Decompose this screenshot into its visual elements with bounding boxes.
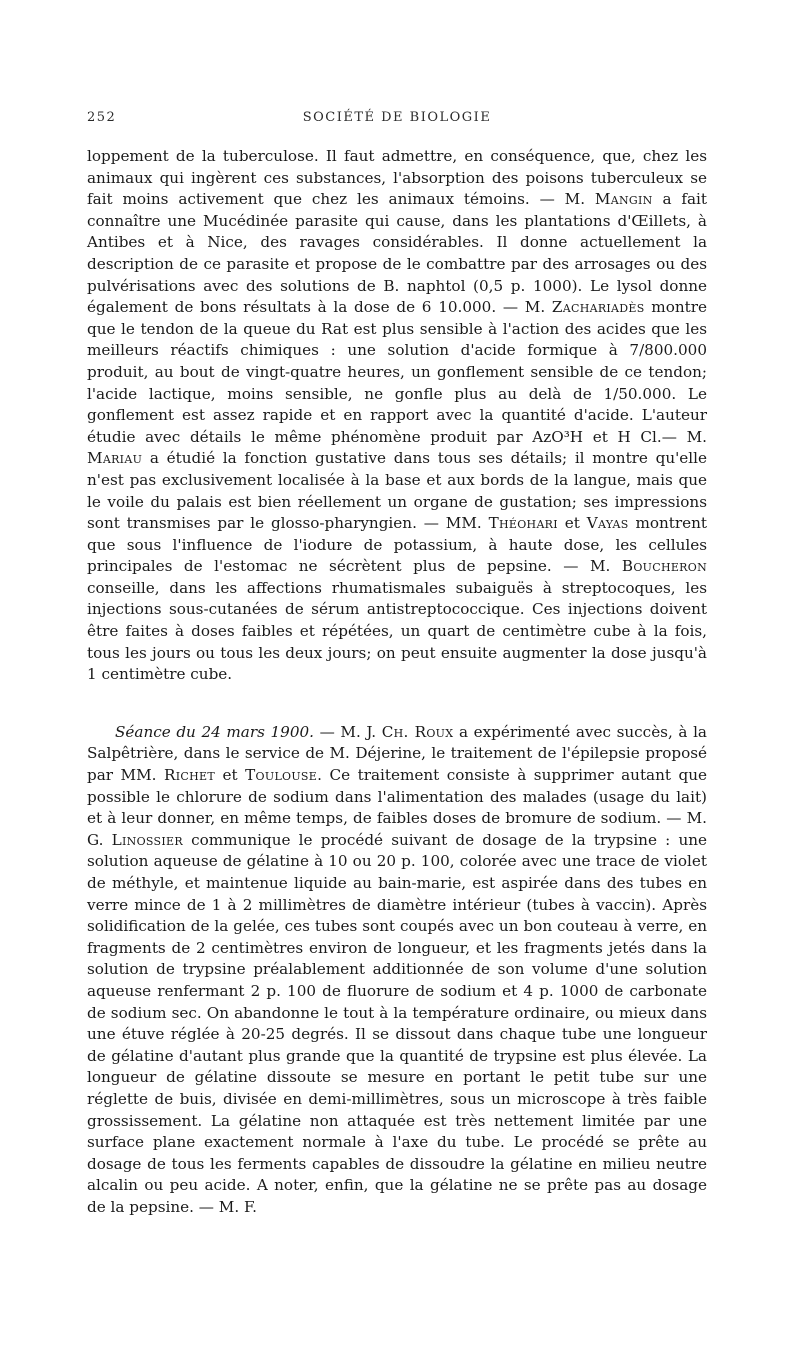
- author-name: Richet: [164, 766, 215, 785]
- page-number: 252: [87, 110, 117, 125]
- text-run: conseille, dans les affections rhumatismales subaiguës à streptocoques, les injections sous-cutanées de sérum antistreptococcique. Ces injections doivent être faites à doses faibles et répétées, un quart de centimètre cube à la fois, tous les jours ou tous les deux jours; on peut ensuite augmenter la dose jusqu'à 1 centimètre cube.: [87, 578, 707, 684]
- author-name: Mangin: [594, 190, 653, 209]
- paragraph-session: [87, 722, 707, 1219]
- text-run: a étudié la fonction gustative dans tous ses détails; il montre qu'elle n'est pas exclusivement localisée à la base et aux bords de la langue, mais que le voile du palais est bien réellement un organe de gustation; ses impressions sont transmises par le glosso-pharyngien. — MM.: [87, 449, 707, 533]
- text-run: loppement de la tuberculose. Il faut admettre, en conséquence, que, chez les animaux qui ingèrent ces substances, l'absorption des poisons tuberculeux se fait moins activement que chez les animaux témoins. — M.: [87, 147, 707, 209]
- author-name: Ch. Roux: [381, 722, 454, 741]
- text-run: a expérimenté avec succès, à la Salpêtrière, dans le service de M. Déjerine, le traitement de l'épilepsie proposé par MM.: [87, 722, 707, 785]
- body-text: [87, 146, 707, 1219]
- author-name: Toulouse: [245, 766, 318, 785]
- author-name: Linossier: [111, 830, 183, 849]
- document-page: [87, 110, 707, 1219]
- journal-title: SOCIÉTÉ DE BIOLOGIE: [302, 110, 492, 125]
- author-name: Théohari: [488, 514, 558, 533]
- author-name: Boucheron: [621, 557, 707, 576]
- author-name: Mariau: [87, 449, 143, 468]
- text-run: montrent que sous l'influence de l'iodure de potassium, à haute dose, les cellules principales de l'estomac ne sécrètent plus de pepsine. — M.: [87, 514, 708, 576]
- text-run: et: [214, 766, 246, 785]
- text-run: communique le procédé suivant de dosage de la trypsine : une solution aqueuse de gélatine à 10 ou 20 p. 100, colorée avec une trace de violet de méthyle, et maintenue liquide au bain-marie, est aspirée dans des tubes en verre mince de 1 à 2 millimètres de diamètre intérieur (tubes à vaccin). Après solidification de la gelée, ces tubes sont coupés avec un bon couteau à verre, en fragments de 2 centimètres environ de longueur, et les fragments jetés dans la solution de trypsine préalablement additionnée de son volume d'une solution aqueuse renfermant 2 p. 100 de fluorure de sodium et 4 p. 1000 de carbonate de sodium sec. On abandonne le tout à la température ordinaire, ou mieux dans une étuve réglée à 20-25 degrés. Il se dissout dans chaque tube une longueur de gélatine d'autant plus grande que la quantité de trypsine est plus élevée. La longueur de gélatine dissoute se mesure en portant le petit tube sur une réglette de buis, divisée en demi-millimètres, sous un microscope à très faible grossissement. La gélatine non attaquée est très nettement limitée par une surface plane exactement normale à l'axe du tube. Le procédé se prête au dosage de tous les ferments capables de dissoudre la gélatine en milieu neutre alcalin ou peu acide. A noter, enfin, que la gélatine ne se prête pas au dosage de la pepsine. — M. F.: [87, 830, 707, 1216]
- text-run: . Ce traitement consiste à supprimer autant que possible le chlorure de sodium dans l'alimentation des malades (usage du lait) et à leur donner, en même temps, de faibles doses de bromure de sodium. — M. G.: [87, 766, 707, 849]
- author-name: Zachariadès: [551, 298, 645, 317]
- running-head: [87, 110, 707, 132]
- author-name: Vayas: [586, 514, 629, 533]
- session-date: Séance du 24 mars 1900.: [115, 722, 314, 741]
- text-run: et: [557, 514, 587, 533]
- text-run: a fait connaître une Mucédinée parasite qui cause, dans les plantations d'Œillets, à Antibes et à Nice, des ravages considérables. Il donne actuellement la description de ce parasite et propose de le combattre par des arrosages ou des pulvérisations avec des solutions de B. naphtol (0,5 p. 1000). Le lysol donne également de bons résultats à la dose de 6 10.000. — M.: [87, 190, 707, 317]
- paragraph-continuation: [87, 146, 707, 686]
- text-run: — M. J.: [313, 722, 382, 741]
- text-run: montre que le tendon de la queue du Rat est plus sensible à l'action des acides que les meilleurs réactifs chimiques : une solution d'acide formique à 7/800.000 produit, au bout de vingt-quatre heures, un gonflement sensible de ce tendon; l'acide lactique, moins sensible, ne gonfle plus au delà de 1/50.000. Le gonflement est assez rapide et en rapport avec la quantité d'acide. L'auteur étudie avec détails le même phénomène produit par AzO³H et H Cl.— M.: [87, 298, 707, 446]
